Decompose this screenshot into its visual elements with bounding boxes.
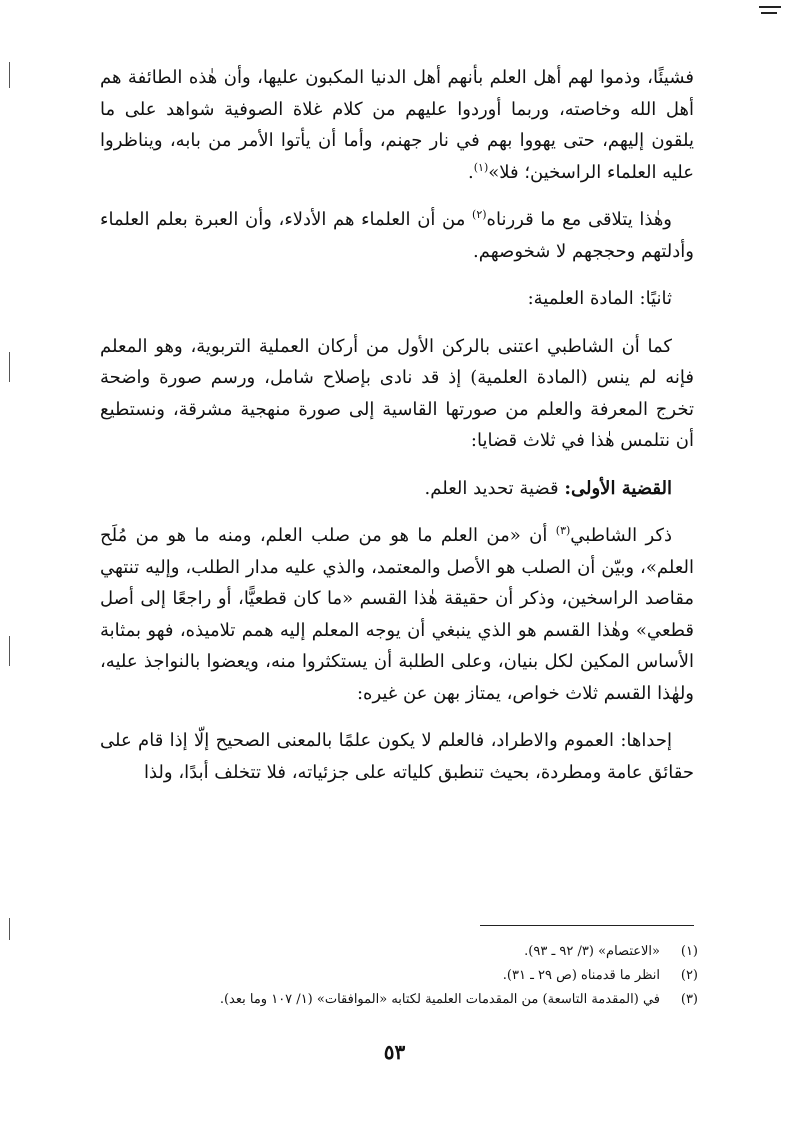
footnote-divider (480, 925, 694, 926)
margin-tick (9, 62, 10, 88)
section-heading: ثانيًا: المادة العلمية: (527, 288, 672, 309)
paragraph-3: كما أن الشاطبي اعتنى بالركن الأول من أركان العملية التربوية، وهو المعلم فإنه لم ينس (المادة العلمية) إذ قد نادى بإصلاح شامل، ورسم صورة واضحة تخرج المعرفة والعلم من صورتها القاسية إلى صورة منهجية مشرقة، ونستطيع أن نتلمس هٰذا في ثلاث قضايا: (100, 335, 694, 451)
page-number: ٥٣ (383, 1040, 406, 1064)
paragraph-4 (100, 520, 694, 709)
footnote-text: «الاعتصام» (٣/ ٩٢ ـ ٩٣). (524, 944, 660, 959)
margin-tick (9, 636, 10, 666)
footnote-number: (٢) (680, 968, 698, 983)
footnote-item (100, 964, 698, 988)
body-text (100, 62, 694, 788)
footnote-item (100, 940, 698, 964)
issue-text: قضية تحديد العلم. (424, 477, 565, 499)
paragraph-1 (100, 62, 694, 188)
footnote-text: في (المقدمة التاسعة) من المقدمات العلمية لكتابه «الموافقات» (١/ ١٠٧ وما بعد). (219, 992, 660, 1007)
paragraph-text: أن «من العلم ما هو من صلب العلم، ومنه ما هو من مُلَح العلم»، وبيّن أن الصلب هو الأصل والمعتمد، والذي عليه مدار الطلب، وإليه تنتهي مقاصد الراسخين، وذكر أن حقيقة هٰذا القسم «ما كان قطعيًّا، أو راجعًا إلى أصل قطعي» وهٰذا القسم هو الذي ينبغي أن يوجه المعلم إليه همم تلاميذه، فهو بمثابة الأساس المكين لكل بنيان، وعلى الطلبة أن يستكثروا منه، ويعضوا بالنواجذ عليه، ولهٰذا القسم ثلاث خواص، يمتاز بهن عن غيره: (100, 525, 694, 704)
corner-mark (761, 12, 777, 14)
footnote-number: (٣) (680, 992, 698, 1007)
margin-tick (9, 352, 10, 382)
footnote-text: انظر ما قدمناه (ص ٢٩ ـ ٣١). (502, 968, 660, 983)
corner-mark (759, 6, 781, 8)
footnotes (100, 940, 698, 1012)
margin-tick (9, 918, 10, 940)
paragraph-2 (100, 204, 694, 267)
paragraph-text: . (467, 161, 474, 183)
issue-title: القضية الأولى: (564, 477, 672, 499)
footnote-number: (١) (680, 944, 698, 959)
footnote-ref: (٢) (472, 208, 487, 221)
footnote-item (100, 988, 698, 1012)
paragraph-text: من أن العلماء هم الأدلاء، وأن العبرة بعلم العلماء وأدلتهم وحججهم لا شخوصهم. (100, 209, 694, 262)
paragraph-text: ذكر الشاطبي (570, 525, 672, 546)
issue-heading (100, 473, 694, 505)
paragraph-text: فشيئًا، وذموا لهم أهل العلم بأنهم أهل الدنيا المكبون عليها، وأن هٰذه الطائفة هم أهل الله وخاصته، وربما أوردوا عليهم من كلام غلاة الصوفية شواهد على ما يلقون إليهم، حتى يهووا بهم في نار جهنم، وأما أن يأتوا الأمر من بابه، ويناظروا عليه العلماء الراسخين؛ فلا» (100, 67, 694, 183)
footnote-ref: (١) (473, 160, 489, 174)
paragraph-text: وهٰذا يتلاقى مع ما قررناه (486, 209, 673, 230)
paragraph-5: إحداها: العموم والاطراد، فالعلم لا يكون علمًا بالمعنى الصحيح إلّا إذا قام على حقائق عامة ومطردة، بحيث تنطبق كلياته على جزئياته، فلا تتخلف أبدًا، ولذا (100, 730, 694, 783)
footnote-ref: (٣) (555, 524, 571, 537)
